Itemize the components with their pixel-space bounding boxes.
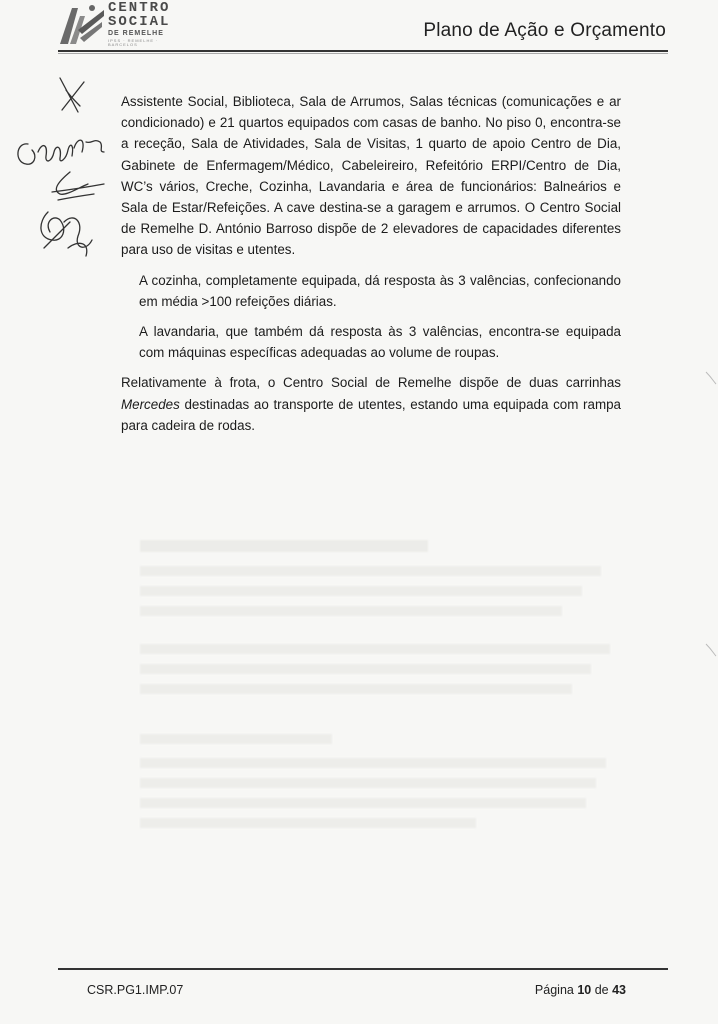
footer-divider	[58, 968, 668, 970]
logo-tagline: IPSS · REMELHE · BARCELOS	[108, 38, 159, 47]
page-counter	[535, 983, 626, 997]
page-prefix: Página	[534, 983, 578, 997]
page-total: 43	[612, 983, 626, 997]
paragraph-laundry: A lavandaria, que também dá resposta às 3 valências, encontra-se equipada com máquinas específicas adequadas ao volume de roupas.	[139, 324, 621, 361]
document-code: CSR.PG1.IMP.07	[87, 983, 184, 997]
header-divider-shadow	[58, 53, 668, 54]
paragraph-kitchen: A cozinha, completamente equipada, dá resposta às 3 valências, confecionando em média >100 refeições diárias.	[139, 272, 621, 309]
paragraph-fleet	[121, 372, 621, 436]
header-divider	[58, 50, 668, 52]
logo-line-social: SOCIAL	[108, 14, 171, 30]
handwritten-signatures	[8, 72, 118, 282]
signature-initials-e	[52, 172, 104, 200]
signature-x-mark	[60, 78, 84, 112]
signature-cursive	[18, 140, 104, 164]
logo-emblem-icon	[58, 2, 106, 46]
centro-social-logo	[58, 0, 188, 47]
page-separator: de	[591, 983, 613, 997]
signature-scribble	[41, 212, 92, 256]
logo-line-remelhe: DE REMELHE	[108, 30, 164, 37]
fleet-text-before: Relativamente à frota, o Centro Social de Remelhe dispõe de duas carrinhas	[121, 375, 621, 391]
body-text	[121, 91, 621, 436]
page-edge-mark	[704, 640, 718, 660]
logo-line-centro: CENTRO	[108, 0, 171, 16]
fleet-brand-mercedes: Mercedes	[121, 396, 180, 412]
paragraph-facilities: Assistente Social, Biblioteca, Sala de Arrumos, Salas técnicas (comunicações e ar condicionado) e 21 quartos equipados com casas de banho. No piso 0, encontra-se a receção, Sala de Atividades, Sala de Visitas, 1 quarto de apoio Centro de Dia, Gabinete de Enfermagem/Médico, Cabeleireiro, Refeitório ERPI/Centro de Dia, WC’s vários, Creche, Cozinha, Lavandaria e área de funcionários: Balneários e Sala de Estar/Refeições. A cave destina-se a garagem e arrumos. O Centro Social de Remelhe D. António Barroso dispõe de 2 elevadores de capacidades diferentes para uso de visitas e utentes.	[121, 94, 621, 258]
fleet-text-after: destinadas ao transporte de utentes, estando uma equipada com rampa para cadeira de rodas.	[121, 396, 621, 433]
bleed-through-shadow	[140, 540, 620, 828]
page-title: Plano de Ação e Orçamento	[423, 20, 666, 41]
page-edge-mark	[704, 368, 718, 388]
page-number: 10	[577, 983, 592, 997]
